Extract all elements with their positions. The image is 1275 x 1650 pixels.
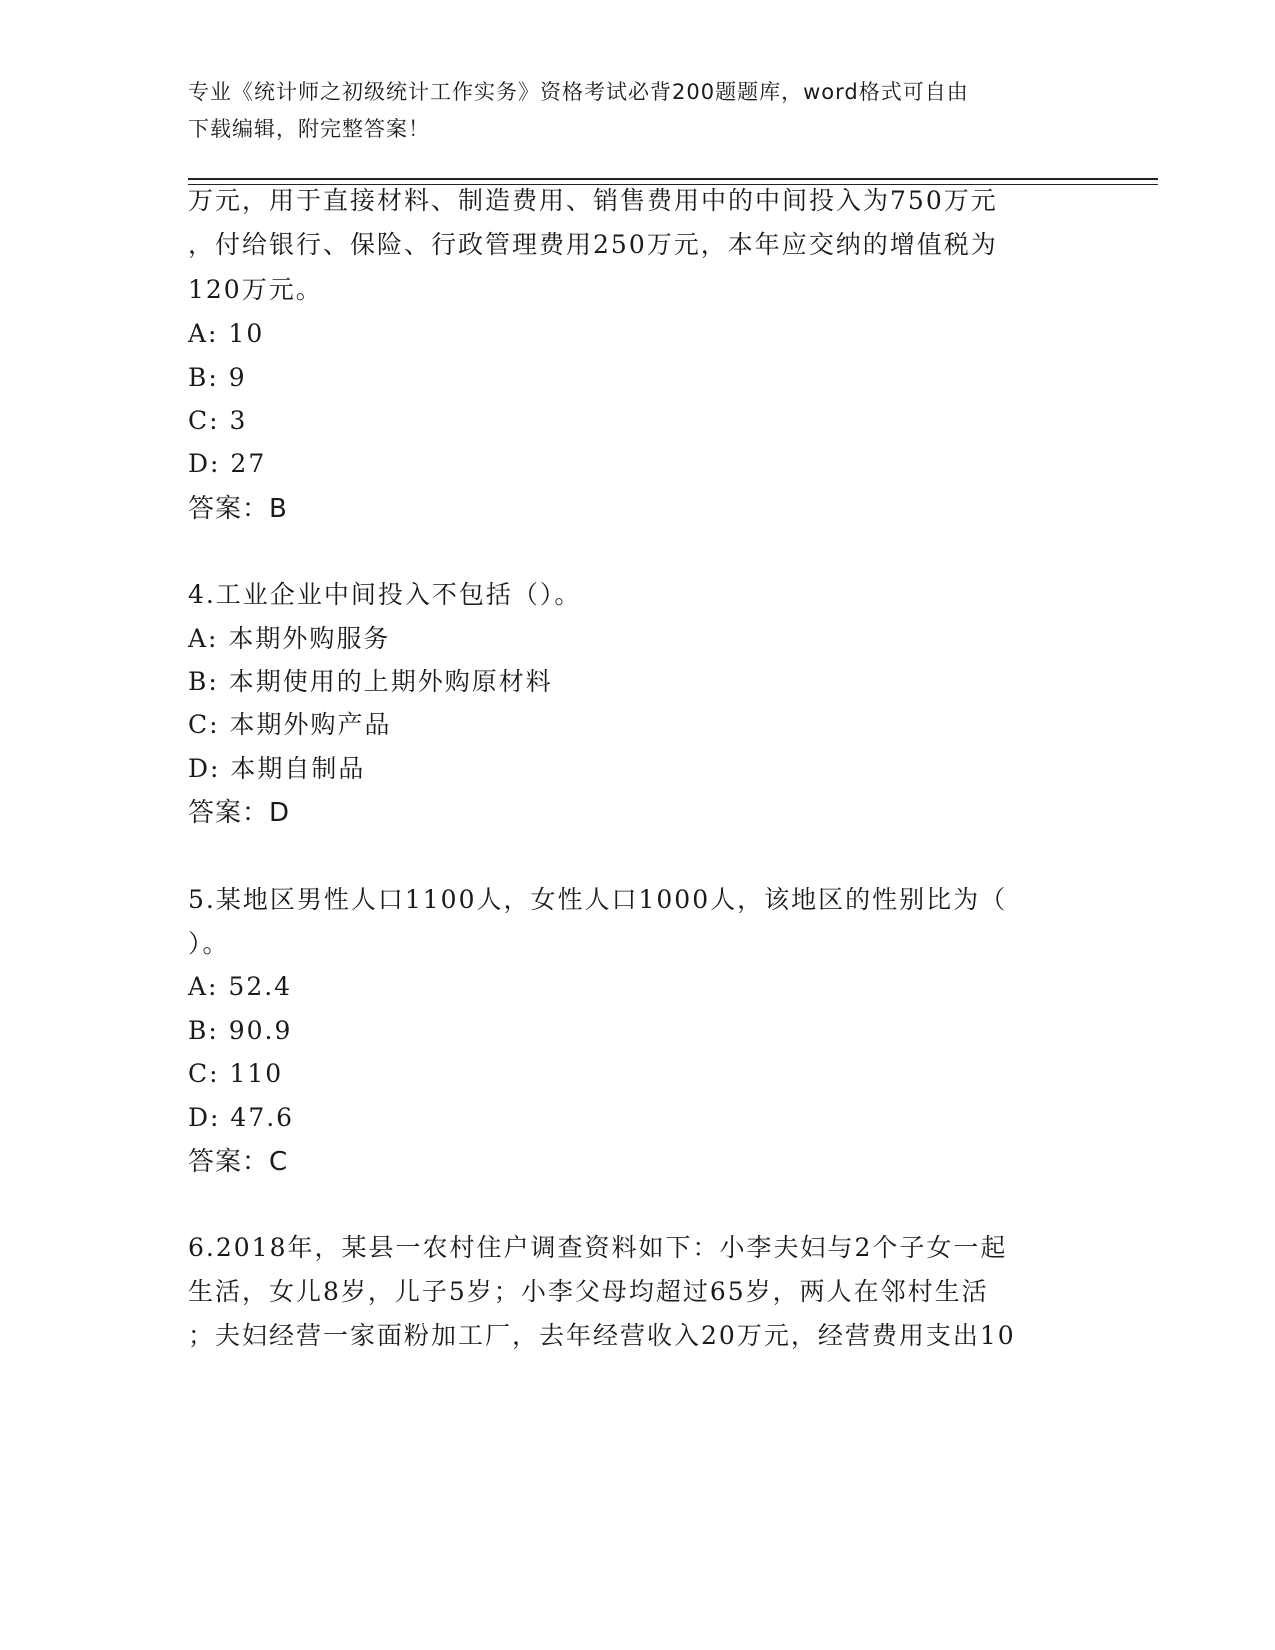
q5-option-b: B: 90.9 — [188, 1016, 293, 1045]
header-divider-thick — [188, 178, 1158, 180]
header-line-2: 下载编辑，附完整答案！ — [188, 117, 430, 141]
q4-option-d: D: 本期自制品 — [188, 754, 366, 783]
q6-text-line-3: ；夫妇经营一家面粉加工厂，去年经营收入20万元，经营费用支出10 — [188, 1321, 1016, 1350]
q4-option-a: A: 本期外购服务 — [188, 624, 391, 653]
q4-answer: 答案：D — [188, 798, 291, 828]
header-line-1: 专业《统计师之初级统计工作实务》资格考试必背200题题库，word格式可自由 — [188, 80, 969, 104]
q5-option-c: C: 110 — [188, 1059, 284, 1088]
q6-text-line-1: 6.2018年，某县一农村住户调查资料如下：小李夫妇与2个子女一起 — [188, 1233, 1008, 1262]
q3-option-c: C: 3 — [188, 406, 248, 435]
q3-option-d: D: 27 — [188, 449, 267, 478]
q4-option-c: C: 本期外购产品 — [188, 710, 392, 739]
q6-text-line-2: 生活，女儿8岁，儿子5岁；小李父母均超过65岁，两人在邻村生活 — [188, 1277, 989, 1306]
q5-option-a: A: 52.4 — [188, 972, 293, 1001]
document-header — [188, 74, 1088, 148]
q4-option-b: B: 本期使用的上期外购原材料 — [188, 667, 553, 696]
q3-answer: 答案：B — [188, 494, 288, 524]
q5-option-d: D: 47.6 — [188, 1103, 295, 1132]
header-divider-thin — [188, 184, 1158, 185]
q5-answer: 答案：C — [188, 1147, 289, 1177]
q3-text-line-1: 万元，用于直接材料、制造费用、销售费用中的中间投入为750万元 — [188, 186, 998, 215]
q3-text-line-3: 120万元。 — [188, 275, 323, 304]
q3-text-line-2: ，付给银行、保险、行政管理费用250万元，本年应交纳的增值税为 — [188, 230, 998, 259]
q5-text-line-1: 5.某地区男性人口1100人，女性人口1000人，该地区的性别比为（ — [188, 885, 1008, 914]
q5-text-line-2: ）。 — [188, 929, 230, 958]
q3-option-a: A: 10 — [188, 319, 265, 348]
q3-option-b: B: 9 — [188, 363, 247, 392]
q4-text-line-1: 4.工业企业中间投入不包括（）。 — [188, 580, 582, 609]
